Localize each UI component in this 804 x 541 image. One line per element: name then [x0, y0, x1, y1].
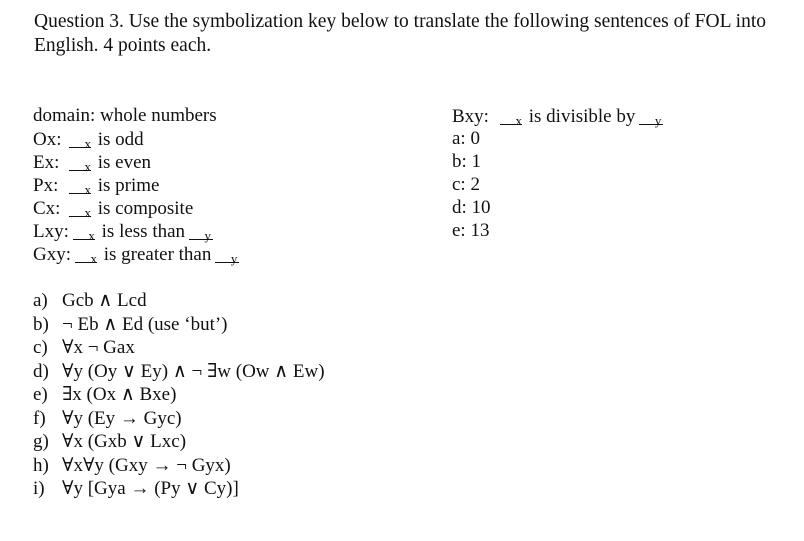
predicate-text: is even: [97, 152, 152, 173]
sentence-formula: ∀y (Ey → Gyc): [62, 407, 182, 429]
predicate-symbol: Bxy:: [452, 106, 489, 127]
predicate-text: is prime: [97, 175, 160, 196]
sentence-c: [33, 336, 325, 360]
sentence-label: e): [33, 384, 48, 405]
sentence-a: [33, 289, 325, 313]
blank-slot: [69, 150, 91, 174]
sentence-g: [33, 430, 325, 454]
sentence-formula: ∀x (Gxb ∨ Lxc): [62, 431, 187, 452]
variable-label: y: [230, 251, 238, 266]
sentence-formula: ∀x ¬ Gax: [62, 337, 135, 358]
question-heading: Question 3. Use the symbolization key below to translate the following sentences of FOL into English. 4 points each.: [34, 11, 767, 56]
blank-slot: [215, 242, 239, 266]
sentence-label: f): [33, 407, 46, 429]
predicate-text: is less than: [101, 221, 186, 242]
variable-label: y: [204, 228, 212, 243]
sentence-formula: ¬ Eb ∧ Ed (use ‘but’): [62, 313, 228, 335]
variable-label: y: [654, 113, 662, 128]
variable-label: x: [84, 136, 91, 151]
sentence-label: i): [33, 478, 45, 499]
variable-label: x: [90, 251, 97, 266]
predicate-composite: [33, 196, 241, 219]
blank-slot: [75, 242, 97, 266]
predicate-symbol: Cx:: [33, 198, 61, 219]
predicate-even: [33, 150, 241, 173]
variable-label: x: [84, 159, 91, 174]
predicate-symbol: Ox:: [33, 129, 62, 150]
predicate-text: is composite: [97, 198, 194, 219]
sentence-i: [33, 477, 325, 501]
blank-slot: [73, 219, 95, 243]
blank-slot: [500, 104, 522, 128]
predicate-divisible-by: [452, 104, 665, 127]
sentence-e: [33, 383, 325, 407]
blank-slot: [69, 173, 91, 197]
predicate-symbol: Ex:: [33, 152, 60, 173]
blank-slot: [69, 127, 91, 151]
predicate-symbol: Gxy:: [33, 244, 71, 265]
sentence-formula: ∀y (Oy ∨ Ey) ∧ ¬ ∃w (Ow ∧ Ew): [62, 360, 325, 382]
predicate-text: is greater than: [103, 244, 212, 265]
constant-c: c: 2: [452, 174, 480, 195]
sentence-label: g): [33, 431, 49, 452]
sentence-f: [33, 407, 325, 431]
symbolization-key-left: [33, 104, 241, 265]
constant-d: d: 10: [452, 197, 491, 218]
sentence-label: a): [33, 290, 48, 311]
sentence-label: d): [33, 360, 49, 382]
sentence-formula: ∀x∀y (Gxy → ¬ Gyx): [62, 454, 231, 476]
constant-e: e: 13: [452, 220, 490, 241]
sentence-label: h): [33, 454, 49, 476]
sentence-b: [33, 313, 325, 337]
predicate-odd: [33, 127, 241, 150]
sentence-label: c): [33, 337, 48, 358]
symbolization-key-right: [452, 104, 665, 242]
variable-label: x: [84, 205, 91, 220]
blank-slot: [639, 104, 663, 128]
blank-slot: [189, 219, 213, 243]
predicate-prime: [33, 173, 241, 196]
predicate-text: is odd: [97, 129, 144, 150]
predicate-greater-than: [33, 242, 241, 265]
sentence-formula: ∀y [Gya → (Py ∨ Cy)]: [62, 478, 239, 499]
predicate-less-than: [33, 219, 241, 242]
constant-b: b: 1: [452, 151, 482, 172]
sentence-label: b): [33, 313, 49, 335]
blank-slot: [69, 196, 91, 220]
sentence-formula: Gcb ∧ Lcd: [62, 290, 147, 311]
sentence-d: [33, 360, 325, 384]
sentence-formula: ∃x (Ox ∧ Bxe): [62, 384, 177, 405]
predicate-text: is divisible by: [528, 106, 636, 127]
predicate-symbol: Lxy:: [33, 221, 69, 242]
constant-a: a: 0: [452, 128, 480, 149]
variable-label: x: [84, 182, 91, 197]
predicate-symbol: Px:: [33, 175, 59, 196]
domain-line: domain: whole numbers: [33, 105, 217, 126]
variable-label: x: [88, 228, 95, 243]
sentence-h: [33, 454, 325, 478]
variable-label: x: [515, 113, 522, 128]
sentence-list: [33, 289, 325, 501]
